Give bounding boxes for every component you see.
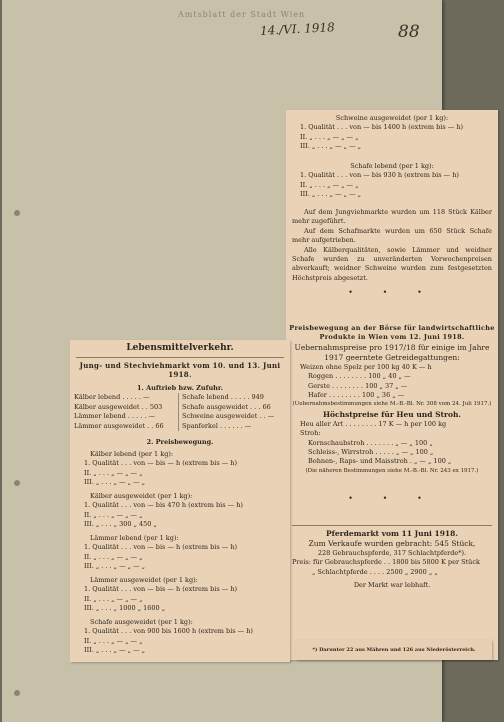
- group-heading: Lämmer ausgeweidet (per 1 kg):: [90, 576, 198, 584]
- price-row: 1. Qualität . . . von — bis 470 h (extrem bis — h): [84, 501, 243, 510]
- pferdemarkt-section: [286, 522, 498, 591]
- lebensmittel-header: [70, 342, 290, 380]
- market-title: Jung- und Stechviehmarkt vom 10. und 13. Juni: [79, 361, 281, 370]
- stroh-row: Schleiss-, Wirrstroh . . . . . „ — „ 100 „: [308, 448, 434, 457]
- divider-line: [292, 525, 492, 526]
- paragraph: Auf dem Jungviehmarkte wurden um 118 Stück Kälber mehr zugeführt.: [292, 208, 492, 226]
- count-row: Kälber lebend . . . . . —: [74, 393, 150, 402]
- section-heading: Schweine ausgeweidet (per 1 kg):: [335, 114, 449, 122]
- stroh-label: Stroh:: [300, 429, 321, 438]
- group-heading: Kälber lebend (per 1 kg):: [90, 450, 174, 458]
- handwritten-date: 14./VI. 1918: [259, 20, 336, 38]
- handwritten-page-number: 88: [398, 22, 420, 42]
- price-row: III. „ . . . „ — „ — „: [300, 142, 362, 151]
- footnote-clipping: [296, 640, 492, 660]
- punch-hole: [14, 480, 20, 486]
- text-line: Zum Verkaufe wurden gebracht: 545 Stück,: [308, 539, 476, 548]
- group-heading: Lämmer lebend (per 1 kg):: [90, 534, 179, 542]
- group-heading: Kälber ausgeweidet (per 1 kg):: [90, 492, 193, 500]
- stroh-note: (Die näheren Bestimmungen siehe M.-B.-Bl. Nr. 243 ex 1917.): [305, 467, 479, 474]
- price-row: 1. Qualität . . . von — bis 1400 h (extrem bis — h): [300, 123, 464, 132]
- section-title: Lebensmittelverkehr.: [126, 343, 234, 353]
- stroh-row: Kornschaubstroh . . . . . . . „ — „ 100 „: [308, 438, 433, 447]
- market-report-text: [286, 208, 498, 283]
- kaelber-lebend-group: [70, 450, 290, 488]
- paragraph: Auf dem Schafmarkte wurden um 650 Stück Schafe mehr aufgetrieben.: [292, 226, 492, 245]
- price-row: II. „ . . . „ — „ — „: [300, 180, 359, 189]
- price-row: III. „ . . . „ 1000 „ 1600 „: [84, 604, 166, 613]
- boerse-section: [286, 324, 498, 476]
- text-line: 228 Gebrauchspferde, 317 Schlachtpferde*).: [317, 549, 467, 557]
- header-stamp: Amtsblatt der Stadt Wien: [178, 10, 306, 19]
- schafe-section: [286, 162, 498, 200]
- auftrieb-table: [70, 393, 290, 431]
- price-row: 1. Qualität . . . von — bis — h (extrem bis — h): [84, 459, 238, 468]
- section-title: Preisbewegung an der Börse für landwirtschaftliche: [289, 324, 495, 332]
- section-subtitle: 1917 geerntete Getreidegattungen:: [324, 352, 460, 362]
- laemmer-ausgeweidet-group: [70, 576, 290, 614]
- divider-line: [76, 357, 284, 358]
- price-row: III. „ . . . „ — „ — „: [84, 478, 146, 487]
- preisbewegung-heading: [70, 438, 290, 447]
- price-row: Preis: für Gebrauchspferde . . 1800 bis 5800 K per Stück: [292, 558, 480, 567]
- count-row: Lämmer ausgeweidet . . 66: [74, 421, 164, 430]
- price-row: III. „ . . . „ — „ — „: [84, 646, 146, 655]
- price-row: II. „ . . . „ — „ — „: [84, 510, 143, 519]
- stroh-row: Bohnen-, Raps- und Maisstroh . „ — „ 100 „: [308, 457, 452, 466]
- price-row: III. „ . . . „ 300 „ 450 „: [84, 520, 157, 529]
- group-heading: Schafe ausgeweidet (per 1 kg):: [90, 618, 193, 626]
- price-row: II. „ . . . „ — „ — „: [84, 468, 143, 477]
- right-clipping: [286, 110, 498, 660]
- price-row: 1. Qualität . . . von — bis — h (extrem bis — h): [84, 585, 238, 594]
- auftrieb-left-col: [74, 393, 178, 431]
- section-title: Pferdemarkt vom 11 Juni 1918.: [326, 529, 458, 538]
- price-row: „ Schlachtpferde . . . . 2500 „ 2900 „ „: [312, 567, 438, 576]
- count-row: Schafe ausgeweidet . . . 66: [182, 402, 271, 411]
- grain-note: (Uebernahmsbestimmungen siehe M.-B.-Bl. Nr. 308 vom 24. Juli 1917.): [292, 401, 492, 408]
- count-row: Schafe lebend . . . . . 949: [182, 393, 264, 402]
- price-row: II. „ . . . „ — „ — „: [84, 636, 143, 645]
- schweine-section: [286, 114, 498, 152]
- grain-row: Hafer . . . . . . . . 100 „ 36 „ —: [308, 391, 405, 400]
- price-row: III. „ . . . „ — „ — „: [300, 190, 362, 199]
- punch-hole: [14, 210, 20, 216]
- section-heading: Schafe lebend (per 1 kg):: [350, 162, 434, 170]
- schafe-ausgeweidet-group: [70, 618, 290, 656]
- punch-hole: [14, 690, 20, 696]
- grain-row: Gerste . . . . . . . . 100 „ 37 „ —: [308, 381, 408, 390]
- kaelber-ausgeweidet-group: [70, 492, 290, 530]
- auftrieb-right-col: [178, 393, 286, 431]
- paragraph: Alle Kälberqualitäten, sowie Lämmer und weidner Schafe wurden zu unveränderten Vorwochenpreisen abverkauft; weidner Schweine wurden zum festgesetzten Höchstpreis abgesetzt.: [292, 245, 492, 282]
- heu-row: Heu aller Art . . . . . . . . 17 K — h per 100 kg: [300, 419, 447, 428]
- section-title: Produkte in Wien vom 12. Juni 1918.: [319, 333, 465, 342]
- hoechstpreise-title: Höchstpreise für Heu und Stroh.: [322, 409, 462, 419]
- subsection-heading: 1. Auftrieb bzw. Zufuhr.: [137, 384, 223, 392]
- separator-dots: • • •: [348, 288, 436, 296]
- count-row: Kälber ausgeweidet . . 503: [74, 402, 163, 411]
- price-row: 1. Qualität . . . von — bis 930 h (extrem bis — h): [300, 171, 459, 180]
- grain-row: Roggen . . . . . . . . 100 „ 40 „ —: [308, 372, 411, 381]
- price-row: II. „ . . . „ — „ — „: [84, 552, 143, 561]
- separator-dots: • • •: [348, 494, 436, 502]
- count-row: Spanferkel . . . . . . —: [182, 421, 252, 430]
- count-row: Schweine ausgeweidet . . —: [182, 412, 275, 421]
- price-row: II. „ . . . „ — „ — „: [84, 594, 143, 603]
- auftrieb-section: [70, 384, 290, 431]
- laemmer-lebend-group: [70, 534, 290, 572]
- grain-row: Weizen ohne Spelz per 100 kg 40 K — h: [300, 362, 432, 371]
- price-row: II. „ . . . „ — „ — „: [300, 132, 359, 141]
- market-year: 1918.: [168, 370, 192, 380]
- closing-line: Der Markt war lebhaft.: [353, 581, 431, 590]
- price-row: III. „ . . . „ — „ — „: [84, 562, 146, 571]
- subsection-heading: 2. Preisbewegung.: [146, 438, 214, 446]
- left-clipping: [70, 340, 290, 662]
- price-row: 1. Qualität . . . von 900 bis 1600 h (extrem bis — h): [84, 627, 253, 636]
- footnote: *) Darunter 22 aus Mähren und 126 aus Niederösterreich.: [312, 647, 476, 653]
- count-row: Lämmer lebend . . . . . —: [74, 412, 156, 421]
- price-row: 1. Qualität . . . von — bis — h (extrem bis — h): [84, 543, 238, 552]
- section-subtitle: Uebernahmspreise pro 1917/18 für einige im Jahre: [294, 342, 490, 352]
